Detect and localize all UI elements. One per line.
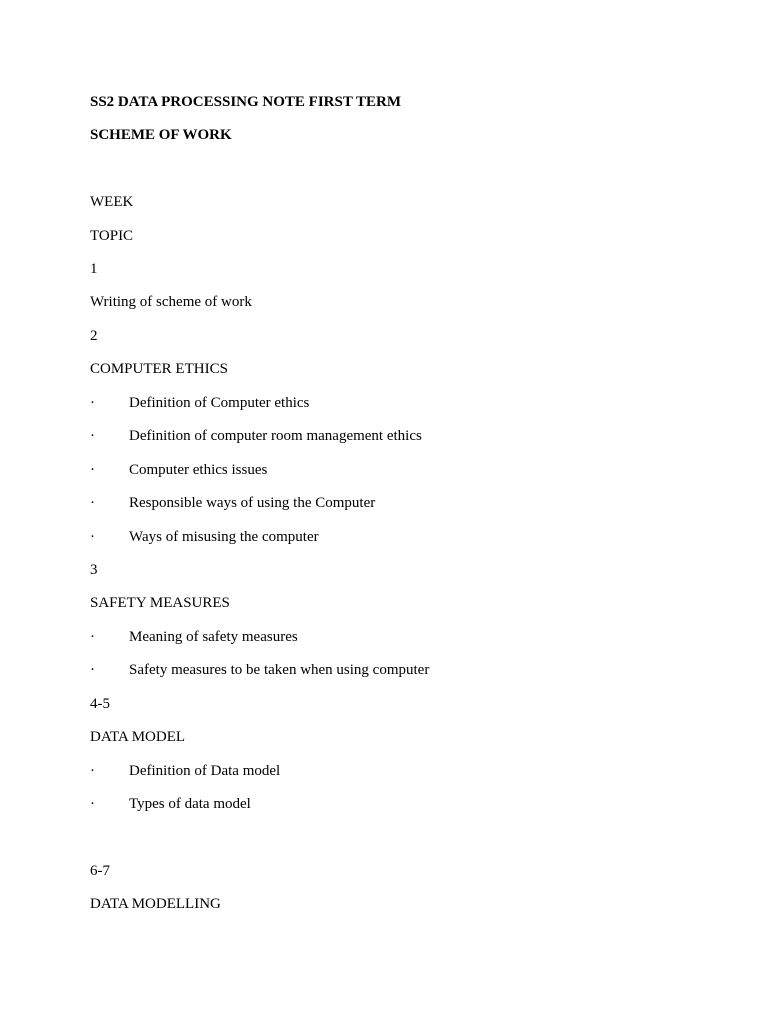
bullet-icon: · xyxy=(90,428,95,444)
list-item-text: Types of data model xyxy=(129,796,251,812)
topic-title: DATA MODEL xyxy=(90,729,186,745)
list-item xyxy=(90,661,690,679)
bullet-icon: · xyxy=(90,462,95,478)
list-item-text: Computer ethics issues xyxy=(129,462,268,478)
week-number: 2 xyxy=(90,328,98,344)
bullet-icon: · xyxy=(90,629,95,645)
topic-title: DATA MODELLING xyxy=(90,896,221,912)
topic-title: COMPUTER ETHICS xyxy=(90,361,228,377)
week-number: 3 xyxy=(90,562,98,578)
list-item xyxy=(90,427,690,445)
list-item-text: Ways of misusing the computer xyxy=(129,529,319,545)
list-item-text: Definition of Data model xyxy=(129,763,281,779)
list-item xyxy=(90,394,690,412)
list-item-text: Safety measures to be taken when using computer xyxy=(129,662,430,678)
list-item xyxy=(90,795,690,813)
list-item xyxy=(90,628,690,646)
document-subtitle: SCHEME OF WORK xyxy=(90,127,232,143)
week-number: 1 xyxy=(90,261,98,277)
week-number: 4-5 xyxy=(90,696,110,712)
topic-title: SAFETY MEASURES xyxy=(90,595,230,611)
bullet-icon: · xyxy=(90,495,95,511)
topic-column-header: TOPIC xyxy=(90,228,134,244)
bullet-icon: · xyxy=(90,529,95,545)
bullet-icon: · xyxy=(90,662,95,678)
list-item-text: Meaning of safety measures xyxy=(129,629,298,645)
week-column-header: WEEK xyxy=(90,194,134,210)
week-number: 6-7 xyxy=(90,863,110,879)
bullet-icon: · xyxy=(90,395,95,411)
document-title: SS2 DATA PROCESSING NOTE FIRST TERM xyxy=(90,94,402,110)
list-item-text: Definition of computer room management ethics xyxy=(129,428,422,444)
topic-title: Writing of scheme of work xyxy=(90,294,252,310)
list-item xyxy=(90,461,690,479)
list-item xyxy=(90,494,690,512)
list-item-text: Responsible ways of using the Computer xyxy=(129,495,376,511)
bullet-icon: · xyxy=(90,763,95,779)
list-item-text: Definition of Computer ethics xyxy=(129,395,310,411)
list-item xyxy=(90,528,690,546)
bullet-icon: · xyxy=(90,796,95,812)
list-item xyxy=(90,762,690,780)
